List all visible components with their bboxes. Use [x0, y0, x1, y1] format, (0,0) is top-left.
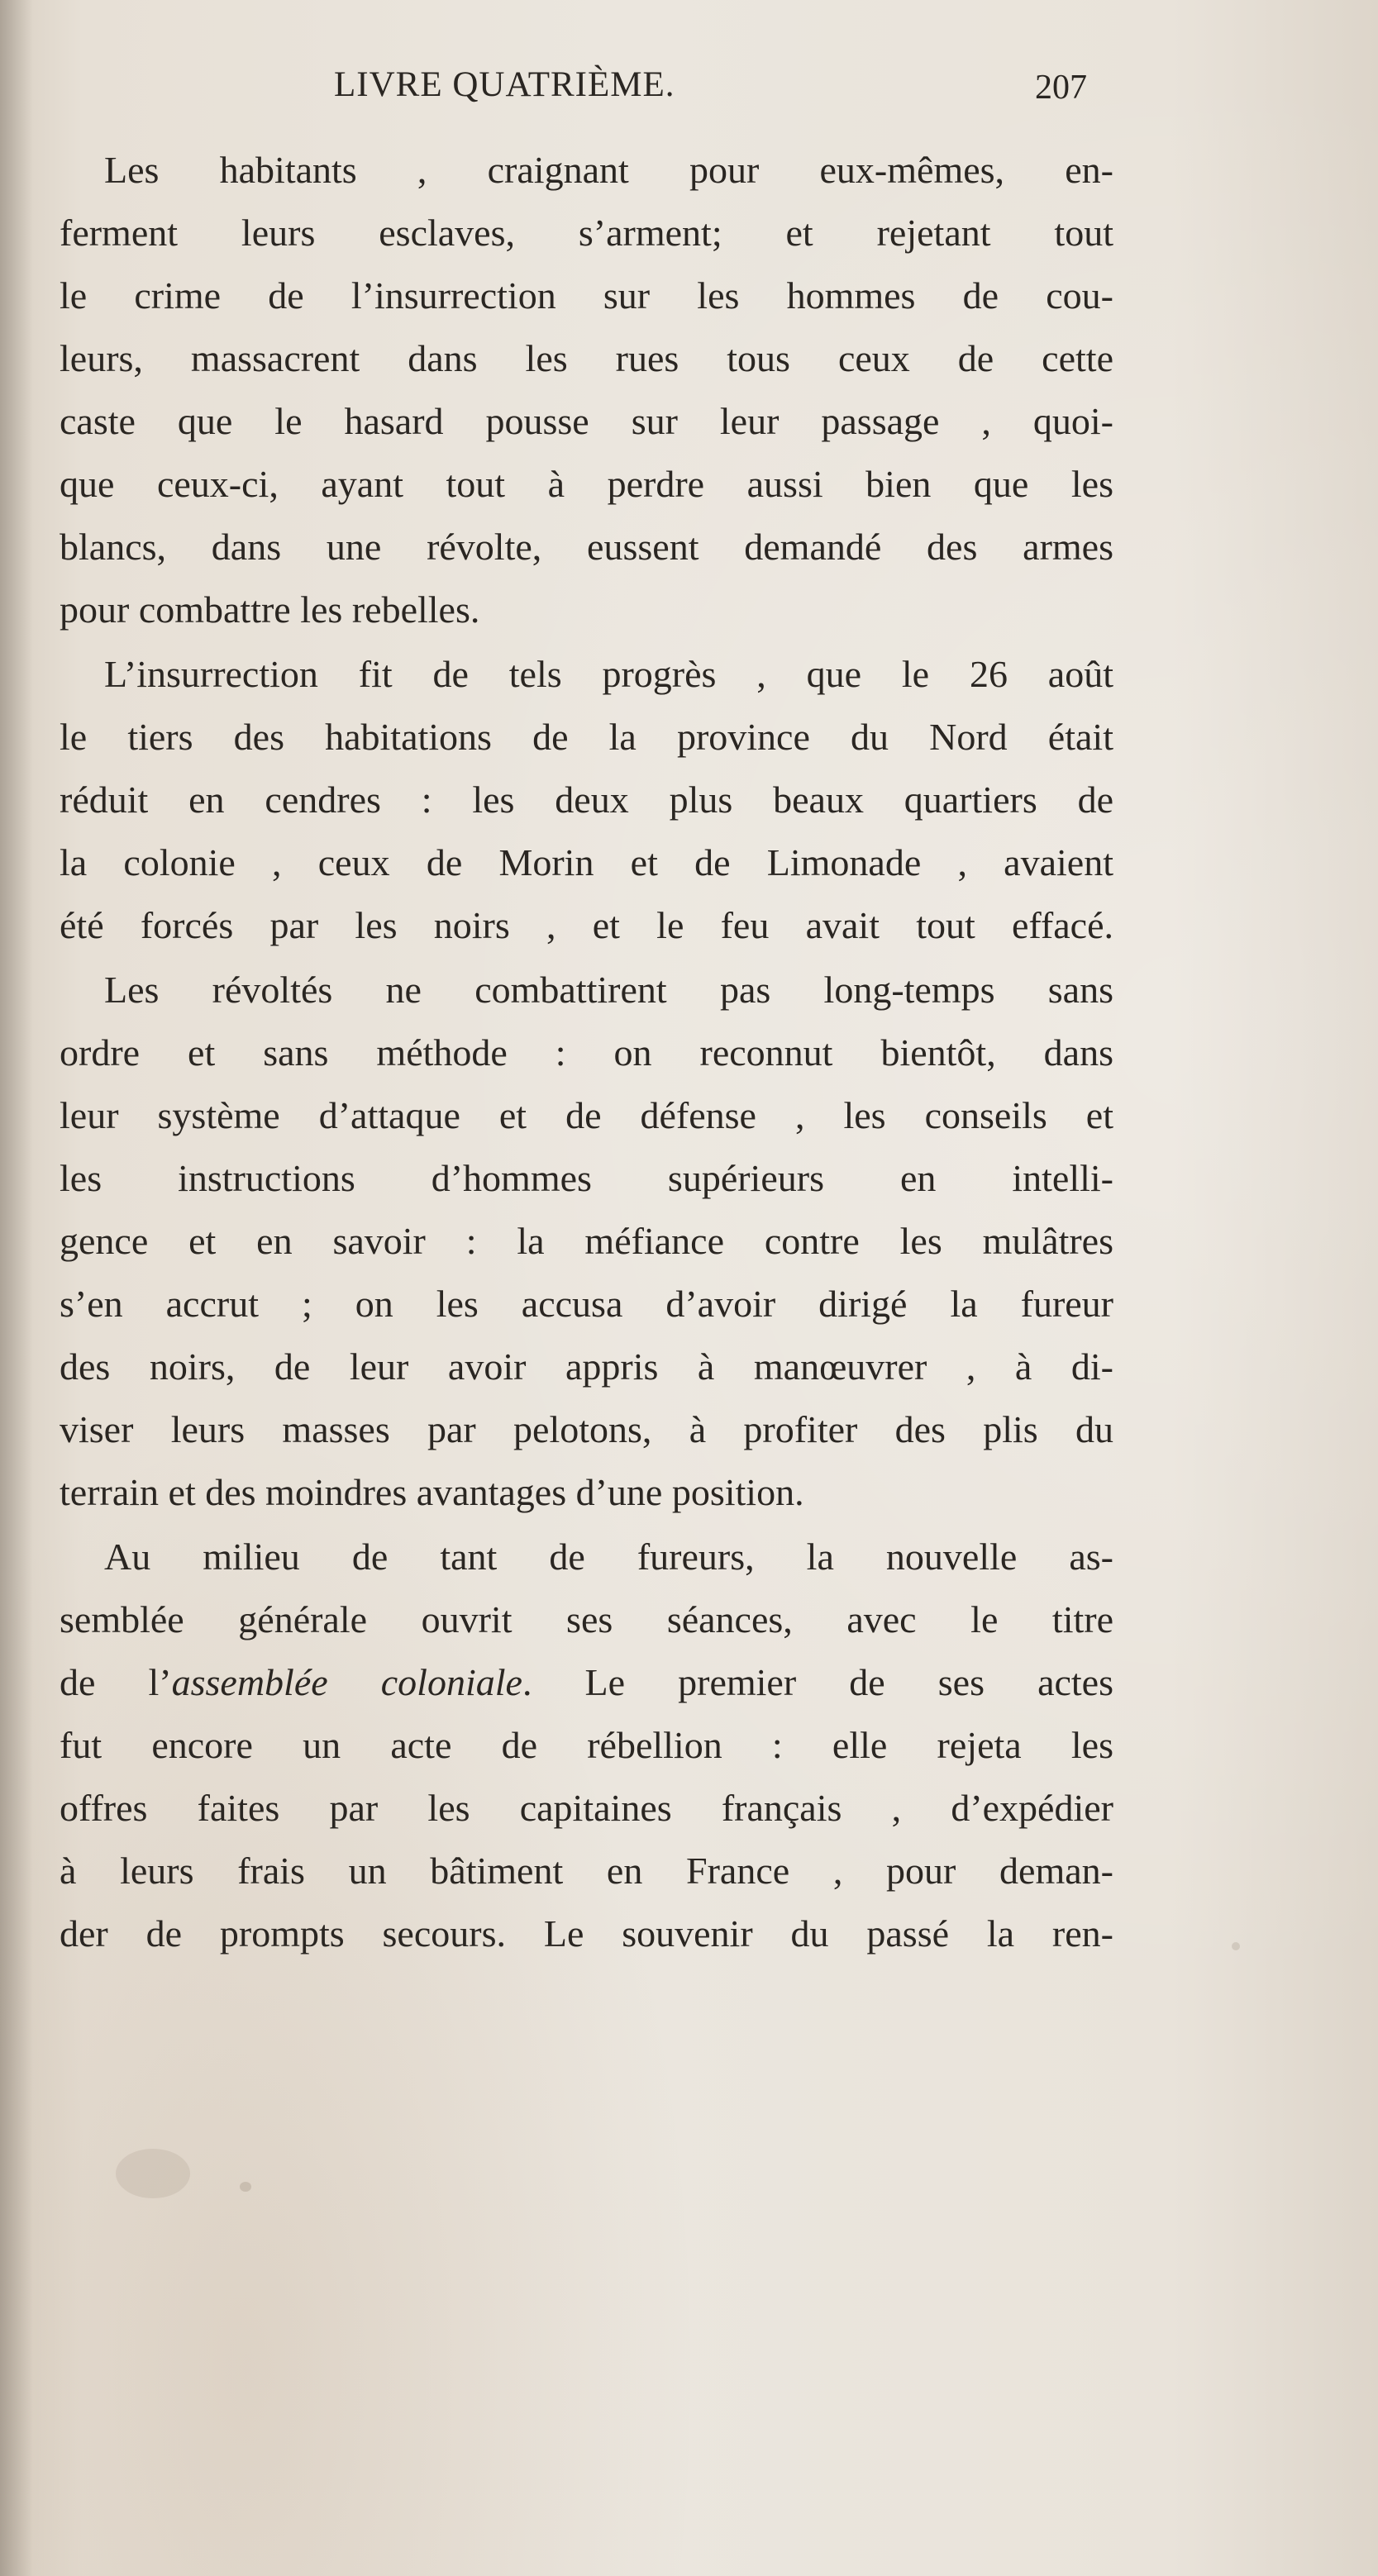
text-line: été forcés par les noirs , et le feu avait tout effacé. — [60, 904, 1113, 946]
text-line: le tiers des habitations de la province du Nord était — [60, 716, 1113, 758]
text-line — [60, 1651, 1113, 1714]
text-line: offres faites par les capitaines français , d’expédier — [60, 1787, 1113, 1829]
foxing-spot — [116, 2149, 190, 2198]
text-line: der de prompts secours. Le souvenir du passé la ren- — [60, 1912, 1113, 1955]
body-text — [60, 139, 1113, 1965]
text-line: à leurs frais un bâtiment en France , pour deman- — [60, 1850, 1113, 1892]
text-line: que ceux-ci, ayant tout à perdre aussi bien que les — [60, 463, 1113, 505]
text-line: Les révoltés ne combattirent pas long-temps sans — [104, 969, 1113, 1011]
text-line: semblée générale ouvrit ses séances, avec le titre — [60, 1598, 1113, 1640]
binding-shadow — [0, 0, 33, 2576]
text-line: pour combattre les rebelles. — [60, 588, 480, 631]
text-segment: de l’ — [60, 1661, 172, 1703]
italic-term: assemblée coloniale — [171, 1661, 522, 1703]
text-line: ordre et sans méthode : on reconnut bientôt, dans — [60, 1031, 1113, 1074]
text-line: réduit en cendres : les deux plus beaux quartiers de — [60, 779, 1113, 821]
text-line: Les habitants , craignant pour eux-mêmes, en- — [104, 149, 1113, 191]
text-segment: . Le premier de ses actes — [522, 1661, 1114, 1703]
text-line: terrain et des moindres avantages d’une position. — [60, 1471, 804, 1513]
foxing-spot — [240, 2182, 251, 2192]
foxing-spot — [1232, 1942, 1240, 1950]
text-line: ferment leurs esclaves, s’arment; et rejetant tout — [60, 212, 1113, 254]
text-line: L’insurrection fit de tels progrès , que le 26 août — [104, 653, 1113, 695]
text-line: Au milieu de tant de fureurs, la nouvelle as- — [104, 1536, 1113, 1578]
text-line: viser leurs masses par pelotons, à profiter des plis du — [60, 1408, 1113, 1450]
text-line: gence et en savoir : la méfiance contre les mulâtres — [60, 1220, 1113, 1262]
page-number: 207 — [1035, 69, 1087, 107]
text-line: s’en accrut ; on les accusa d’avoir dirigé la fureur — [60, 1283, 1113, 1325]
text-line: leur système d’attaque et de défense , les conseils et — [60, 1094, 1113, 1136]
text-line: la colonie , ceux de Morin et de Limonade , avaient — [60, 841, 1113, 883]
text-line: les instructions d’hommes supérieurs en intelli- — [60, 1157, 1113, 1199]
running-title: LIVRE QUATRIÈME. — [334, 65, 675, 104]
text-line: le crime de l’insurrection sur les hommes de cou- — [60, 274, 1113, 317]
text-line: caste que le hasard pousse sur leur passage , quoi- — [60, 400, 1113, 442]
text-line: des noirs, de leur avoir appris à manœuvrer , à di- — [60, 1345, 1113, 1388]
text-line: fut encore un acte de rébellion : elle rejeta les — [60, 1724, 1113, 1766]
text-line: blancs, dans une révolte, eussent demandé des armes — [60, 526, 1113, 568]
running-header — [0, 64, 1378, 114]
text-line: leurs, massacrent dans les rues tous ceux de cette — [60, 337, 1113, 379]
